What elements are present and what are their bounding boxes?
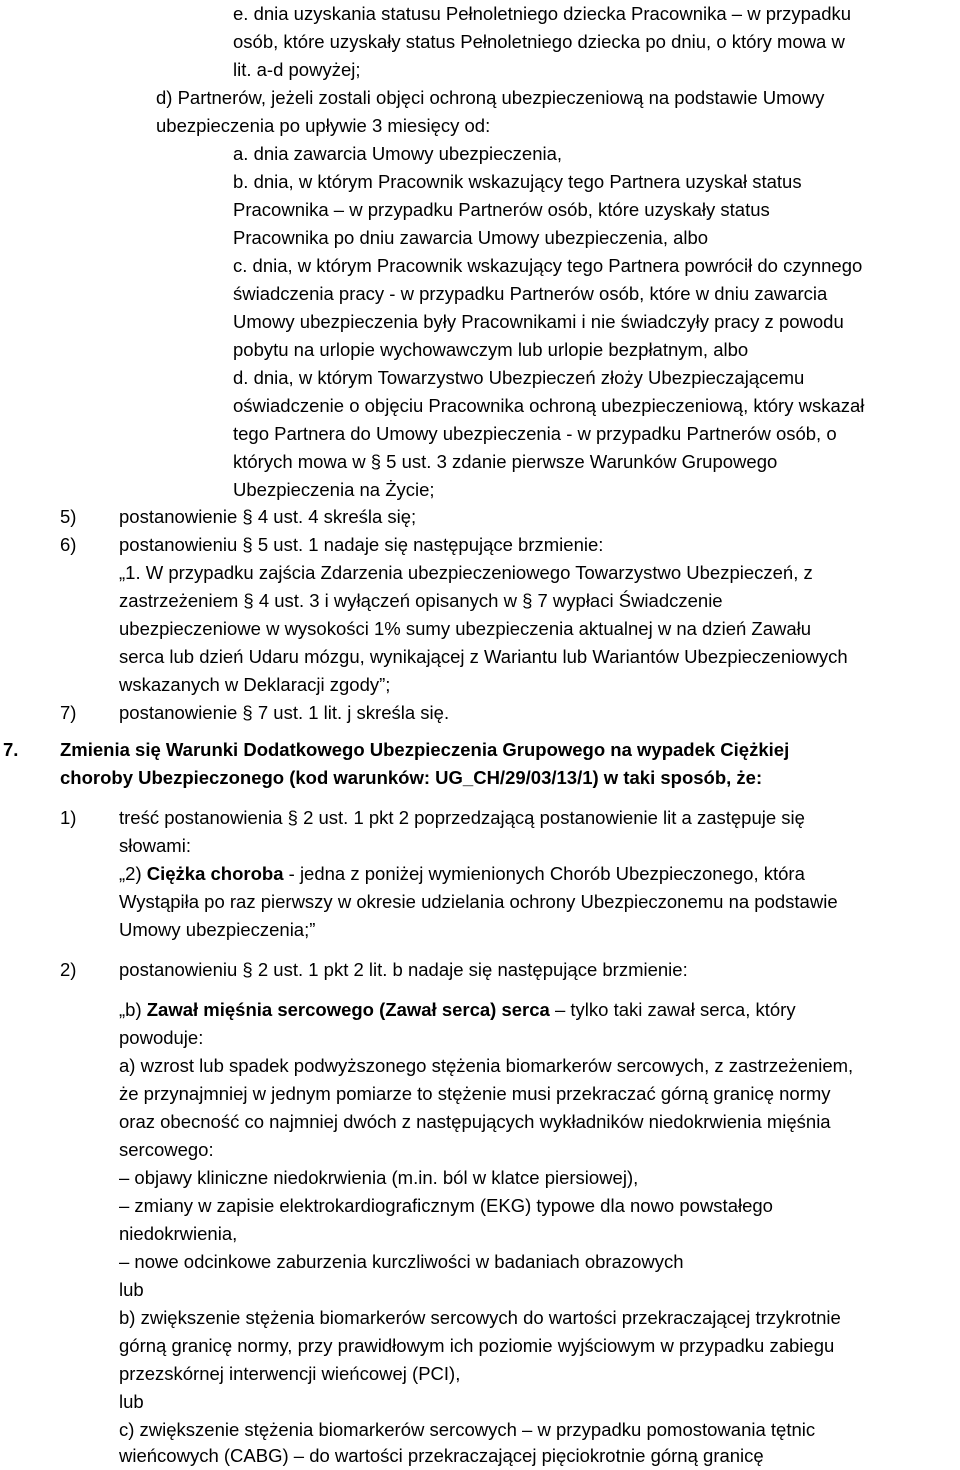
text-line: Ubezpieczenia na Życie; [233,479,435,500]
text-line: postanowieniu § 5 ust. 1 nadaje się następujące brzmienie: [119,534,604,555]
text-line: – zmiany w zapisie elektrokardiograficznym (EKG) typowe dla nowo powstałego [119,1195,773,1216]
text-line: a) wzrost lub spadek podwyższonego stężenia biomarkerów sercowych, z zastrzeżeniem, [119,1055,854,1076]
text-line: oraz obecność co najmniej dwóch z następujących wykładników niedokrwienia mięśnia [119,1111,831,1132]
text-line: b. dnia, w którym Pracownik wskazujący tego Partnera uzyskał status [233,171,802,192]
term-bold: Zawał mięśnia sercowego (Zawał serca) serca [146,999,550,1020]
text-line: Pracownika po dniu zawarcia Umowy ubezpieczenia, albo [233,227,709,248]
text-line: c) zwiększenie stężenia biomarkerów sercowych – w przypadku pomostowania tętnic [119,1419,816,1440]
text-line: – objawy kliniczne niedokrwienia (m.in. ból w klatce piersiowej), [119,1167,639,1188]
text-line: niedokrwienia, [119,1223,238,1244]
list-number: 2) [60,959,77,980]
quote-prefix: „2) [119,863,147,884]
section-heading: Zmienia się Warunki Dodatkowego Ubezpieczenia Grupowego na wypadek Ciężkiej [60,739,790,760]
text-line: powoduje: [119,1027,204,1048]
list-number: 7) [60,702,77,723]
text-line: Umowy ubezpieczenia;” [119,919,316,940]
text-line: „1. W przypadku zajścia Zdarzenia ubezpieczeniowego Towarzystwo Ubezpieczeń, z [119,562,813,583]
text-line: Pracownika – w przypadku Partnerów osób, które uzyskały status [233,199,770,220]
text-line: osób, które uzyskały status Pełnoletniego dziecka po dniu, o który mowa w [233,31,845,52]
text-line: b) zwiększenie stężenia biomarkerów sercowych do wartości przekraczającej trzykrotnie [119,1307,841,1328]
text-line: tego Partnera do Umowy ubezpieczenia - w przypadku Partnerów osób, o [233,423,837,444]
text-line [119,860,805,888]
text-line: Umowy ubezpieczenia były Pracownikami i nie świadczyły pracy z powodu [233,311,844,332]
text-line: postanowienie § 7 ust. 1 lit. j skreśla się. [119,702,450,723]
text-line: że przynajmniej w jednym pomiarze to stężenie musi przekraczać górną granicę normy [119,1083,831,1104]
text-line: postanowieniu § 2 ust. 1 pkt 2 lit. b nadaje się następujące brzmienie: [119,959,688,980]
text-line: treść postanowienia § 2 ust. 1 pkt 2 poprzedzającą postanowienie lit a zastępuje się [119,807,805,828]
text-line: lit. a-d powyżej; [233,59,361,80]
section-heading: choroby Ubezpieczonego (kod warunków: UG_CH/29/03/13/1) w taki sposób, że: [60,767,763,788]
text-line: ubezpieczeniowe w wysokości 1% sumy ubezpieczenia aktualnej w na dzień Zawału [119,618,812,639]
text-line: ubezpieczenia po upływie 3 miesięcy od: [156,115,491,136]
text-line: lub [119,1279,144,1300]
list-number: 6) [60,534,77,555]
text-line: wskazanych w Deklaracji zgody”; [119,674,391,695]
text-line: serca lub dzień Udaru mózgu, wynikającej z Wariantu lub Wariantów Ubezpieczeniowych [119,646,848,667]
text-line: przezskórnej interwencji wieńcowej (PCI), [119,1363,461,1384]
text-line: świadczenia pracy - w przypadku Partnerów osób, które w dniu zawarcia [233,283,828,304]
text-line: d) Partnerów, jeżeli zostali objęci ochroną ubezpieczeniową na podstawie Umowy [156,87,825,108]
text-line: c. dnia, w którym Pracownik wskazujący tego Partnera powrócił do czynnego [233,255,863,276]
text-line: pobytu na urlopie wychowawczym lub urlopie bezpłatnym, albo [233,339,749,360]
quote-prefix: „b) [119,999,147,1020]
section-number: 7. [3,739,19,760]
quote-rest: – tylko taki zawał serca, który [549,999,796,1020]
text-line: Wystąpiła po raz pierwszy w okresie udzielania ochrony Ubezpieczonemu na podstawie [119,891,838,912]
text-line: wieńcowych (CABG) – do wartości przekraczającej pięciokrotnie górną granicę [119,1445,764,1466]
text-line: – nowe odcinkowe zaburzenia kurczliwości w badaniach obrazowych [119,1251,684,1272]
list-number: 1) [60,807,77,828]
term-bold: Ciężka choroba [146,863,284,884]
text-line: d. dnia, w którym Towarzystwo Ubezpieczeń złoży Ubezpieczającemu [233,367,805,388]
text-line: a. dnia zawarcia Umowy ubezpieczenia, [233,143,563,164]
text-line [119,996,796,1024]
list-number: 5) [60,506,77,527]
text-line: sercowego: [119,1139,214,1160]
text-line: e. dnia uzyskania statusu Pełnoletniego dziecka Pracownika – w przypadku [233,3,852,24]
text-line: słowami: [119,835,191,856]
quote-rest: - jedna z poniżej wymienionych Chorób Ubezpieczonego, która [283,863,805,884]
text-line: górną granicę normy, przy prawidłowym ich poziomie wyjściowym w przypadku zabiegu [119,1335,835,1356]
text-line: postanowienie § 4 ust. 4 skreśla się; [119,506,417,527]
text-line: lub [119,1391,144,1412]
text-line: zastrzeżeniem § 4 ust. 3 i wyłączeń opisanych w § 7 wypłaci Świadczenie [119,590,723,611]
text-line: oświadczenie o objęciu Pracownika ochroną ubezpieczeniową, który wskazał [233,395,865,416]
text-line: których mowa w § 5 ust. 3 zdanie pierwsze Warunków Grupowego [233,451,778,472]
